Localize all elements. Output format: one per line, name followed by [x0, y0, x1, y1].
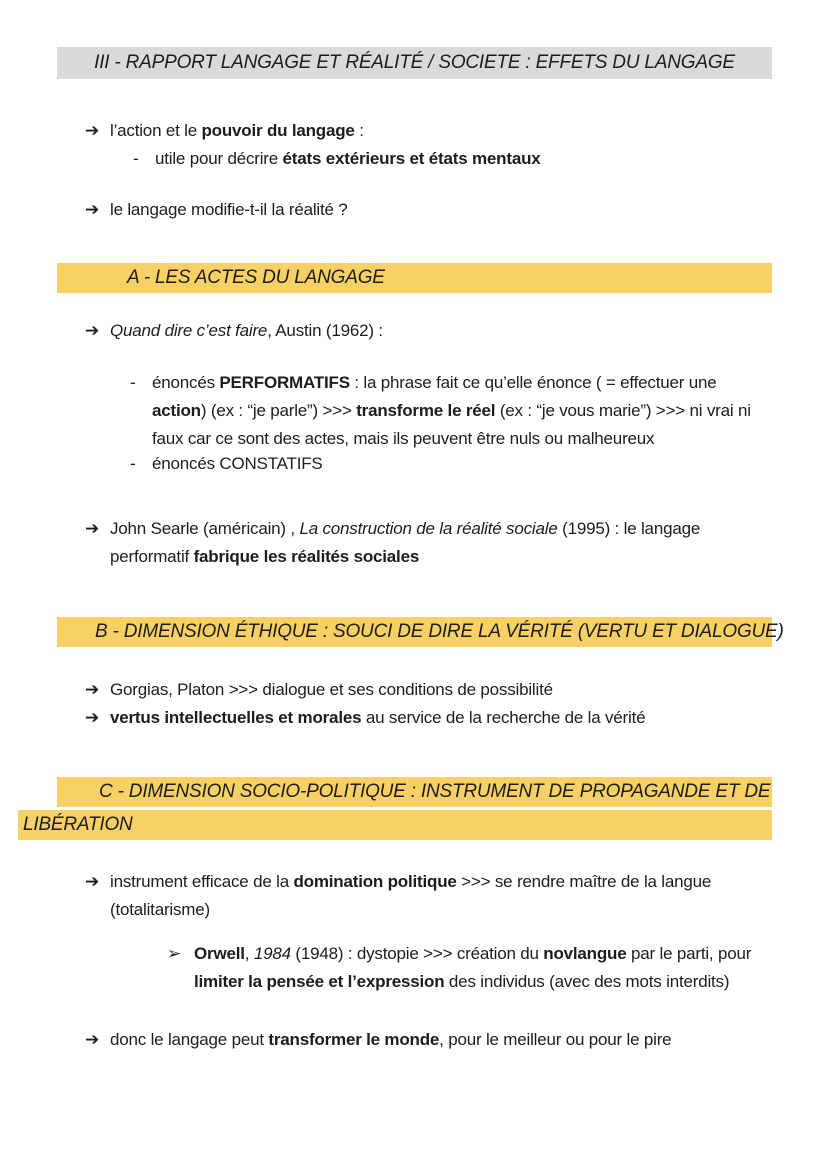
section-c-title-line2: LIBÉRATION — [23, 814, 133, 835]
sub-bullet-line — [130, 369, 773, 453]
line-text — [110, 704, 785, 732]
line-text — [110, 317, 785, 345]
text-segment: ) (ex : “je parle”) >>> — [200, 401, 357, 420]
text-segment: novlangue — [543, 944, 627, 963]
text-segment: Gorgias, Platon >>> dialogue et ses conditions de possibilité — [110, 680, 553, 699]
text-segment: , Austin (1962) : — [267, 321, 383, 340]
text-segment: instrument efficace de la — [110, 872, 294, 891]
main-title-highlight — [57, 47, 772, 79]
line-text — [110, 196, 785, 224]
text-segment: donc le langage peut — [110, 1030, 269, 1049]
bullet-line — [85, 676, 785, 704]
text-segment: le langage modifie-t-il la réalité ? — [110, 200, 348, 219]
text-segment: >>> se rendre maître de la langue (totalitarisme) — [110, 872, 712, 919]
dash-icon: - — [130, 373, 136, 392]
section-c-highlight-line2 — [18, 810, 772, 840]
text-segment: action — [152, 401, 201, 420]
text-segment: énoncés — [152, 373, 220, 392]
text-segment: : la phrase fait ce qu’elle énonce ( = effectuer une — [349, 373, 717, 392]
text-segment: pouvoir du langage — [201, 121, 355, 140]
text-segment: La construction de la réalité sociale — [299, 519, 558, 538]
section-b-title: B - DIMENSION ÉTHIQUE : SOUCI DE DIRE LA VÉRITÉ (VERTU ET DIALOGUE) — [95, 621, 784, 642]
bullet-line — [85, 515, 778, 571]
text-segment: (1995) : le langage performatif — [110, 519, 701, 566]
arrow-icon: ➔ — [85, 708, 100, 727]
dash-icon: - — [133, 149, 139, 168]
arrow-icon: ➔ — [85, 1030, 100, 1049]
arrow-icon: ➔ — [85, 321, 100, 340]
arrow-icon: ➔ — [85, 519, 100, 538]
line-text — [152, 369, 773, 453]
text-segment: PERFORMATIFS — [219, 373, 350, 392]
text-segment: limiter la pensée et l’expression — [194, 972, 445, 991]
text-segment: , pour le meilleur ou pour le pire — [439, 1030, 672, 1049]
text-segment: Quand dire c’est faire — [110, 321, 268, 340]
text-segment: énoncés CONSTATIFS — [152, 454, 323, 473]
section-c-title-line1: C - DIMENSION SOCIO-POLITIQUE : INSTRUMENT DE PROPAGANDE ET DE — [99, 781, 771, 802]
line-text — [152, 450, 773, 478]
line-text — [110, 1026, 785, 1054]
dash-icon: - — [130, 454, 136, 473]
text-segment: vertus intellectuelles et morales — [110, 708, 362, 727]
main-title: III - RAPPORT LANGAGE ET RÉALITÉ / SOCIETE : EFFETS DU LANGAGE — [94, 52, 735, 73]
text-segment: domination politique — [293, 872, 457, 891]
text-segment: : — [354, 121, 364, 140]
text-segment: 1984 — [253, 944, 291, 963]
text-segment: transforme le réel — [356, 401, 496, 420]
arrow-icon: ➔ — [85, 200, 100, 219]
text-segment: , — [244, 944, 254, 963]
bullet-line — [85, 117, 785, 145]
text-segment: par le parti, pour — [626, 944, 752, 963]
text-segment: au service de la recherche de la vérité — [361, 708, 646, 727]
text-segment: utile pour décrire — [155, 149, 283, 168]
section-a-highlight — [57, 263, 772, 293]
section-b-highlight — [57, 617, 784, 647]
line-text — [110, 515, 778, 571]
line-text — [194, 940, 782, 996]
line-text — [110, 117, 785, 145]
sub-bullet-line — [130, 450, 773, 478]
text-segment: états extérieurs et états mentaux — [282, 149, 541, 168]
arrow-icon: ➔ — [85, 872, 100, 891]
sub-bullet-line — [133, 145, 773, 173]
text-segment: l’action et le — [110, 121, 202, 140]
bullet-line — [85, 1026, 785, 1054]
section-c-highlight-line1 — [57, 777, 772, 807]
text-segment: Orwell — [194, 944, 245, 963]
sub-bullet-line — [167, 940, 782, 996]
text-segment: (1948) : dystopie >>> création du — [290, 944, 544, 963]
bullet-line — [85, 196, 785, 224]
text-segment: transformer le monde — [268, 1030, 440, 1049]
bullet-line — [85, 868, 757, 924]
line-text — [110, 676, 785, 704]
bullet-line — [85, 704, 785, 732]
text-segment: John Searle (américain) , — [110, 519, 300, 538]
arrow-icon: ➔ — [85, 680, 100, 699]
arrowhead-icon: ➢ — [167, 944, 182, 963]
section-a-title: A - LES ACTES DU LANGAGE — [127, 267, 385, 288]
bullet-line — [85, 317, 785, 345]
arrow-icon: ➔ — [85, 121, 100, 140]
line-text — [110, 868, 757, 924]
line-text — [155, 145, 773, 173]
text-segment: (ex : “je vous marie”) >>> ni vrai ni faux car ce sont des actes, mais ils peuvent être nuls ou malheureux — [152, 401, 751, 448]
text-segment: fabrique les réalités sociales — [193, 547, 420, 566]
text-segment: des individus (avec des mots interdits) — [444, 972, 730, 991]
